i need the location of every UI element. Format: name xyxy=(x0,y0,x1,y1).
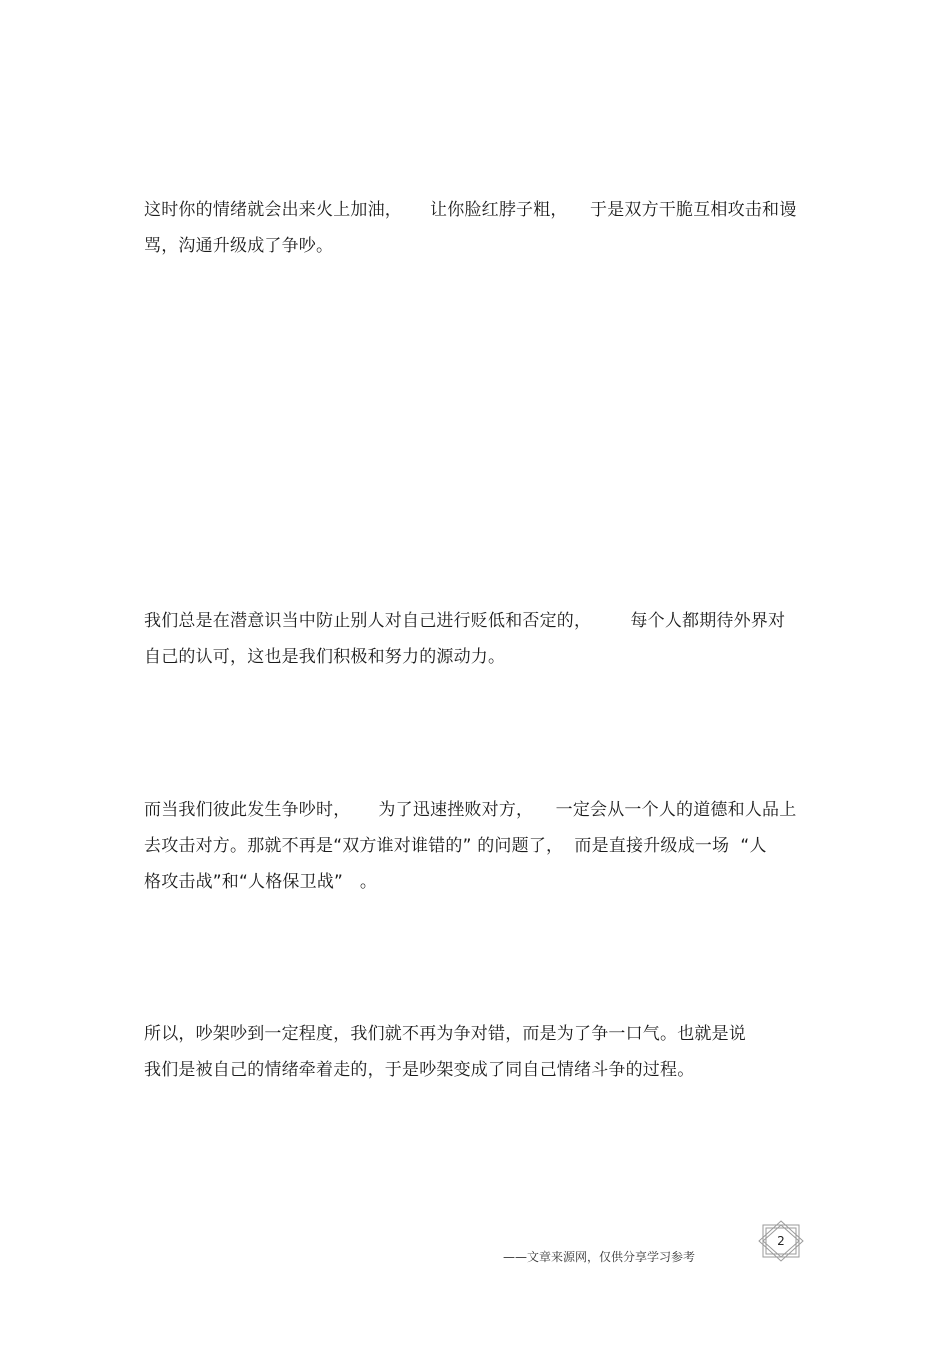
paragraph-2 xyxy=(144,603,814,675)
page-number-badge xyxy=(757,1220,805,1262)
paragraph-line: 去攻击对方。那就不再是“双方谁对谁错的” 的问题了， 而是直接升级成一场 “人 xyxy=(144,836,767,856)
footer-source-note: ——文章来源网，仅供分享学习参考 xyxy=(503,1250,696,1264)
paragraph-3 xyxy=(144,792,814,900)
paragraph-line: 这时你的情绪就会出来火上加油， 让你脸红脖子粗， 于是双方干脆互相攻击和谩 xyxy=(144,200,797,220)
paragraph-line: 而当我们彼此发生争吵时， 为了迅速挫败对方， 一定会从一个人的道德和人品上 xyxy=(144,800,797,820)
page-number: 2 xyxy=(777,1234,785,1248)
paragraph-line: 我们总是在潜意识当中防止别人对自己进行贬低和否定的， 每个人都期待外界对 xyxy=(144,611,786,631)
paragraph-line: 所以，吵架吵到一定程度，我们就不再为争对错，而是为了争一口气。也就是说 xyxy=(144,1024,746,1044)
paragraph-4 xyxy=(144,1016,814,1088)
paragraph-line: 自己的认可，这也是我们积极和努力的源动力。 xyxy=(144,647,506,667)
paragraph-line: 格攻击战”和“人格保卫战” 。 xyxy=(144,872,378,892)
paragraph-line: 骂，沟通升级成了争吵。 xyxy=(144,236,334,256)
paragraph-line: 我们是被自己的情绪牵着走的，于是吵架变成了同自己情绪斗争的过程。 xyxy=(144,1060,695,1080)
paragraph-1 xyxy=(144,192,814,264)
